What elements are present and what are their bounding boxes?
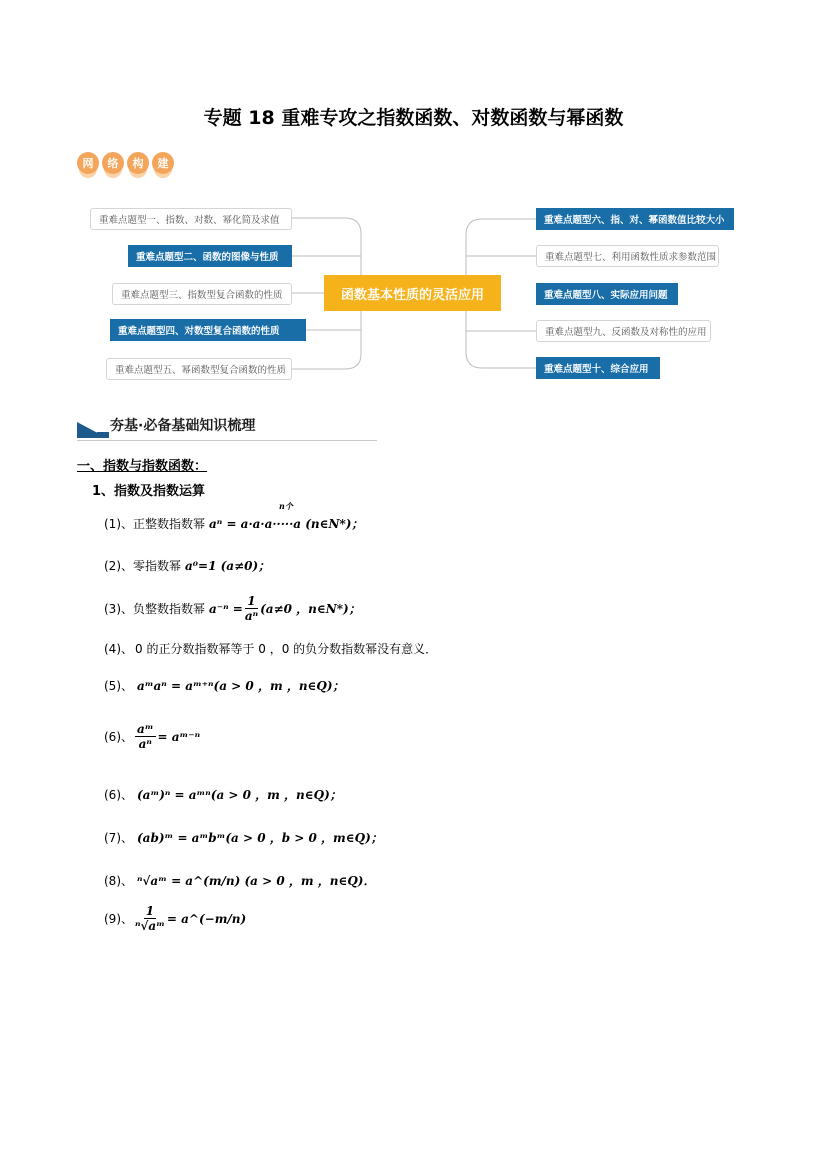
mindmap-node-right-3: 重难点题型八、实际应用问题 <box>536 283 678 305</box>
rule-label: (5)、 <box>104 679 133 693</box>
mindmap-node-left-4: 重难点题型四、对数型复合函数的性质 <box>110 319 306 341</box>
rule-positive-integer-exponent <box>104 501 364 532</box>
formula: (ab)ᵐ = aᵐbᵐ(a > 0 ，b > 0 ，m∈Q)； <box>137 831 383 845</box>
mindmap-node-right-4: 重难点题型九、反函数及对称性的应用 <box>536 320 711 342</box>
mindmap-node-left-1: 重难点题型一、指数、对数、幂化简及求值 <box>90 208 292 230</box>
rule-label: (8)、 <box>104 874 133 888</box>
rule-negative-integer-exponent <box>104 594 361 623</box>
page-title: 专题 18 重难专攻之指数函数、对数函数与幂函数 <box>203 107 624 129</box>
mindmap-node-left-5: 重难点题型五、幂函数型复合函数的性质 <box>106 358 292 380</box>
formula: a⁰=1 (a≠0)； <box>185 559 271 573</box>
mindmap-node-right-1: 重难点题型六、指、对、幂函数值比较大小 <box>536 208 734 230</box>
rule-label: (2)、零指数幂 <box>104 559 181 573</box>
section-header-bar <box>97 432 109 438</box>
formula-rhs: = aᵐ⁻ⁿ <box>157 729 201 744</box>
fraction-denominator: aⁿ <box>244 609 259 623</box>
mindmap-node-left-3: 重难点题型三、指数型复合函数的性质 <box>112 283 292 305</box>
rule-text: 0 的正分数指数幂等于 0 ，0 的负分数指数幂没有意义． <box>135 642 438 656</box>
mindmap-node-right-5: 重难点题型十、综合应用 <box>536 357 660 379</box>
rule-root-to-fractional-exponent <box>104 872 375 889</box>
fraction-numerator: aᵐ <box>137 722 154 736</box>
rule-label: (7)、 <box>104 831 133 845</box>
formula-rhs: = a^(−m/n) <box>166 911 247 926</box>
rule-label: (3)、负整数指数幂 <box>104 602 205 616</box>
fraction-denominator: ⁿ√aᵐ <box>135 919 165 933</box>
badge-char: 网 <box>77 152 99 174</box>
mindmap-center-node: 函数基本性质的灵活应用 <box>324 275 501 311</box>
rule-power-of-power <box>104 786 342 803</box>
formula: aⁿ = a·a·a·····a (n∈N*)； <box>209 517 364 531</box>
mindmap-node-left-2: 重难点题型二、函数的图像与性质 <box>128 245 292 267</box>
rule-zero-fractional-exponent <box>104 640 437 657</box>
rule-label: (9)、 <box>104 912 133 926</box>
heading-exponent-operations: 1、指数及指数运算 <box>92 484 206 499</box>
fraction-numerator: 1 <box>247 594 256 608</box>
formula-lhs: a⁻ⁿ = <box>209 601 243 616</box>
rule-label: (4)、 <box>104 642 133 656</box>
rule-label: (1)、正整数指数幂 <box>104 517 205 531</box>
formula: aᵐaⁿ = aᵐ⁺ⁿ(a > 0 ，m ，n∈Q)； <box>137 679 345 693</box>
badge-char: 构 <box>127 152 149 174</box>
formula: (aᵐ)ⁿ = aᵐⁿ(a > 0 ，m ，n∈Q)； <box>137 788 342 802</box>
rule-label: (6)、 <box>104 730 133 744</box>
badge-char: 建 <box>152 152 174 174</box>
rule-negative-fractional-exponent <box>104 904 246 933</box>
badge-char: 络 <box>102 152 124 174</box>
mindmap-node-right-2: 重难点题型七、利用函数性质求参数范围 <box>536 245 719 267</box>
rule-zero-exponent <box>104 557 270 574</box>
rule-label: (6)、 <box>104 788 133 802</box>
rule-quotient-same-base <box>104 722 200 751</box>
heading-exponent-functions: 一、指数与指数函数： <box>77 459 208 474</box>
fraction-denominator: aⁿ <box>138 737 152 751</box>
rule-product-same-base <box>104 677 345 694</box>
fraction <box>135 722 156 751</box>
fraction <box>135 904 165 933</box>
formula-rest: (a≠0 ，n∈N*)； <box>260 602 361 616</box>
brace-label: n个 <box>279 501 293 511</box>
section-header-text: 夯基·必备基础知识梳理 <box>110 418 256 434</box>
section-header <box>77 414 377 441</box>
rule-power-of-product <box>104 829 383 846</box>
fraction <box>245 594 258 623</box>
formula: ⁿ√aᵐ = a^(m/n) (a > 0 ，m ，n∈Q)． <box>137 874 376 888</box>
fraction-numerator: 1 <box>145 904 155 918</box>
